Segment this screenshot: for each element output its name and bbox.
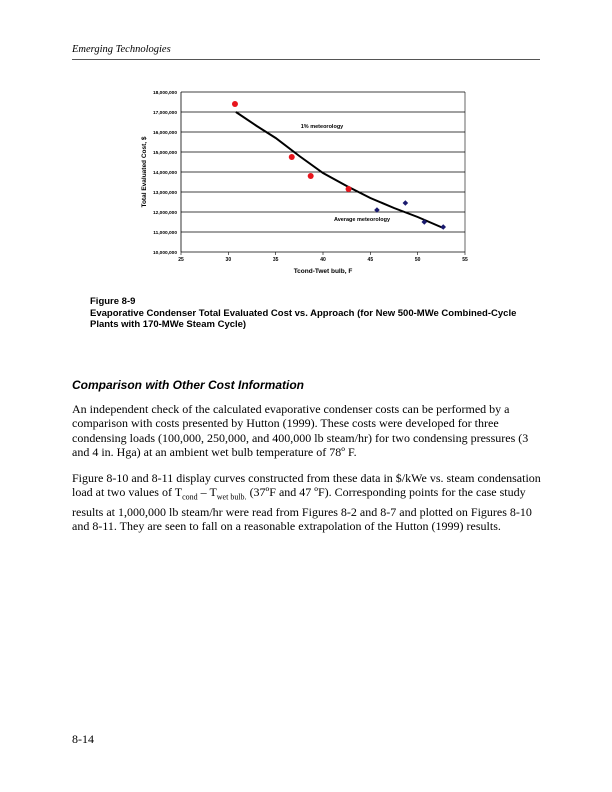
page-number: 8-14 (72, 732, 94, 746)
data-point-average (440, 224, 446, 230)
y-tick-label: 11,000,000 (153, 231, 177, 236)
x-tick-label: 25 (178, 257, 184, 263)
y-tick-label: 12,000,000 (152, 211, 177, 216)
paragraph: Figure 8-10 and 8-11 display curves constructed from these data in $/kWe vs. steam condensation load at two values of $T_{cond} - T_{wet bulb.}$ (37ºF and 47 ºF). Corresponding points for the case study results at 1,000,000 lb steam/hr were read from Figures 8-2 and 8-7 and plotted on Figures 8-10 and 8-11. They are seen to fall on a reasonable extrapolation of the Hutton (1999) results. (72, 471, 541, 534)
figure-label: Figure 8-9 (90, 296, 136, 307)
annotation-1pct: 1% meteorology (300, 124, 344, 130)
x-tick-label: 45 (367, 257, 374, 263)
y-tick-label: 14,000,000 (152, 171, 177, 176)
y-tick-label: 16,000,000 (152, 131, 177, 136)
y-tick-label: 18,000,000 (152, 91, 177, 96)
data-point-1pct (346, 186, 352, 192)
y-axis-label: Total Evaluated Cost, $ (141, 136, 148, 208)
x-tick-label: 35 (272, 257, 279, 263)
x-tick-label: 40 (320, 257, 326, 263)
x-axis-label: Tcond-Twet bulb, F (293, 268, 353, 275)
running-header: Emerging Technologies (72, 44, 171, 55)
section-heading: Comparison with Other Cost Information (72, 378, 305, 392)
y-tick-label: 15,000,000 (152, 151, 177, 156)
y-tick-label: 13,000,000 (152, 191, 177, 196)
x-tick-label: 50 (414, 257, 421, 263)
data-point-1pct (289, 154, 295, 160)
data-point-average (403, 200, 409, 206)
x-tick-label: 30 (225, 257, 232, 263)
y-tick-label: 17,000,000 (152, 111, 177, 116)
paragraph: An independent check of the calculated evaporative condenser costs can be performed by a comparison with costs presented by Hutton (1999). These costs were developed for three condensing loads (100,000, 250,000, and 400,000 lb steam/hr) for two condensing pressures (3 and 4 in. Hga) at an ambient wet bulb temperature of 78º F. (72, 402, 529, 459)
y-tick-label: 10,000,000 (152, 251, 177, 256)
data-point-1pct (232, 101, 238, 107)
annotation-average: Average meteorology (333, 217, 391, 223)
figure-caption (90, 296, 530, 331)
cost-vs-approach-chart (0, 0, 612, 292)
data-point-1pct (308, 173, 314, 179)
figure-title: Evaporative Condenser Total Evaluated Cost vs. Approach (for New 500-MWe Combined-Cycle Plants with 170-MWe Steam Cycle) (90, 307, 517, 330)
x-tick-label: 55 (462, 257, 468, 263)
